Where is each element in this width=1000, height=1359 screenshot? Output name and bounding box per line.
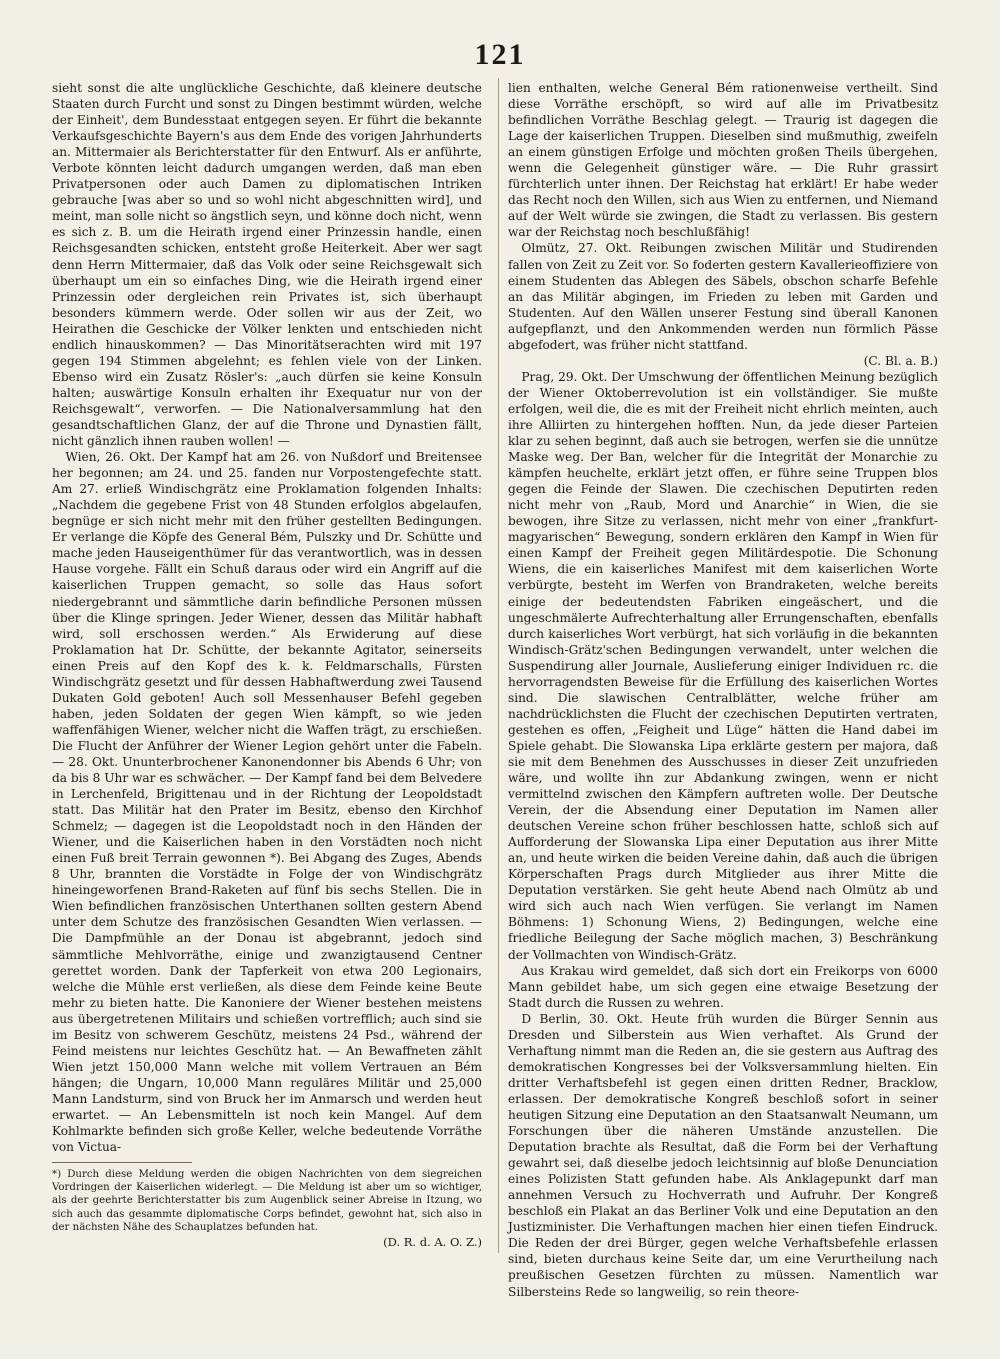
article-paragraph: lien enthalten, welche General Bém rationenweise vertheilt. Sind diese Vorräthe erschöpft, so wird auf alle im Privatbesitz befindlichen Vorräthe Beschlag gelegt. — Traurig ist dagegen die Lage der kaiserlichen Truppen. Dieselben sind mußmuthig, zweifeln an einem günstigen Erfolge und möchten großen Theils übergehen, wenn die Gelegenheit günstiger wäre. — Die Ruhr grassirt fürchterlich unter ihnen. Der Reichstag hat erklärt! Er habe weder das Recht noch den Willen, sich aus Wien zu entfernen, und Niemand auf der Welt würde sie zwingen, die Stadt zu verlassen. Bis gestern war der Reichstag noch beschlußfähig! <box>508 81 938 240</box>
right-column <box>508 80 938 1300</box>
article-paragraph-wien: Wien, 26. Okt. Der Kampf hat am 26. von Nußdorf und Breitensee her begonnen; am 24. und 25. fanden nur Vorpostengefechte statt. Am 27. erließ Windischgrätz eine Proklamation folgenden Inhalts: „Nachdem die gegebene Frist von 48 Stunden erfolglos abgelaufen, begnüge er sich nicht mehr mit den früher gestellten Bedingungen. Er verlange die Köpfe des General Bém, Pulszky und Dr. Schütte und mache jeden Hauseigenthümer für das verantwortlich, was in dessen Hause vorgehe. Fällt ein Schuß daraus oder wird ein Angriff auf die kaiserlichen Truppen gemacht, so solle das Haus sofort niedergebrannt und sämmtliche darin befindliche Personen müssen über die Klinge springen. Jeder Wiener, dessen das Militär habhaft wird, soll erschossen werden.“ Als Erwiderung auf diese Proklamation hat Dr. Schütte, der bekannte Agitator, seinerseits einen Preis auf den Kopf des k. k. Feldmarschalls, Fürsten Windischgrätz gesetzt und für dessen Habhaftwerdung zwei Tausend Dukaten Gold geboten! Auch soll Messenhauser Befehl gegeben haben, jeden Soldaten der gegen Wien kämpft, so wie jeden waffenfähigen Wiener, welcher nicht die Waffen trägt, zu erschießen. Die Flucht der Anführer der Wiener Legion gehört unter die Fabeln. — 28. Okt. Ununterbrochener Kanonendonner bis Abends 6 Uhr; von da bis 8 Uhr war es schwächer. — Der Kampf fand bei dem Belvedere in Lerchenfeld, Brigittenau und in der Richtung der Leopoldstadt statt. Das Militär hat den Prater im Besitz, ebenso den Kirchhof Schmelz; — dagegen ist die Leopoldstadt noch in den Händen der Wiener, und die Kaiserlichen haben in den Vorstädten noch nicht einen Fuß breit Terrain gewonnen *). Bei Abgang des Zuges, Abends 8 Uhr, brannten die Vorstädte in Folge der von Windischgrätz hineingeworfenen Brand-Raketen auf fünf bis sechs Stellen. Die in Wien befindlichen französischen Unterthanen sollten gestern Abend unter dem Schutze des französischen Gesandten Wien verlassen. — Die Dampfmühle an der Donau ist abgebrannt, jedoch sind sämmtliche Mehlvorräthe, einige und zwanzigtausend Centner gerettet worden. Dank der Tapferkeit von etwa 200 Legionairs, welche die Mühle erst verließen, als diese dem Feinde keine Beute mehr zu bieten hatte. Die Kanoniere der Wiener bestehen meistens aus übergetretenen Militairs und schießen vortrefflich; auch sind sie im Besitz von schwerem Geschütz, meistens 24 Psd., während der Feind meistens nur leichtes Geschütz hat. — An Bewaffneten zählt Wien jetzt 150,000 Mann welche mit vollem Vertrauen an Bém hängen; die Ungarn, 10,000 Mann reguläres Militär und 25,000 Mann Landsturm, sind von Bruck her im Anmarsch und werden heut erwartet. — An Lebensmitteln ist noch kein Mangel. Auf dem Kohlmarkte befinden sich große Keller, welche bedeutende Vorräthe von Victua- <box>52 450 482 1155</box>
footnote-text: *) Durch diese Meldung werden die obigen Nachrichten von dem siegreichen Vordringen der Kaiserlichen widerlegt. — Die Meldung ist aber um so wichtiger, als der geehrte Berichterstatter bis zum Augenblick seiner Abreise in Itzung, wo sich auch das gesammte diplomatische Corps befindet, gewohnt hat, sich also in der nächsten Nähe des Schauplatzes befunden hat. <box>52 1169 482 1233</box>
footnote-divider <box>52 1162 192 1163</box>
left-column <box>52 80 482 1155</box>
article-paragraph-prag: Prag, 29. Okt. Der Umschwung der öffentlichen Meinung bezüglich der Wiener Oktoberrevolution ist ein vollständiger. Sie mußte erfolgen, weil die, die es mit der Freiheit nicht ehrlich meinten, auch ihre Alliirten zu hintergehen hofften. Nun, da jede dieser Parteien klar zu sehen beginnt, daß auch sie betrogen, werfen sie die unnütze Maske weg. Der Ban, welcher für die Integrität der Monarchie zu kämpfen heuchelte, erklärt jetzt offen, er führe seine Truppen blos gegen die Feinde der Slawen. Die czechischen Deputirten reden nicht mehr von „Raub, Mord und Anarchie“ in Wien, die sie bewogen, ihre Sitze zu verlassen, nicht mehr von einer „frankfurt-magyarischen“ Bewegung, sondern erklären den Kampf in Wien für einen Kampf der Freiheit gegen Militärdespotie. Die Schonung Wiens, die ein kaiserliches Manifest mit dem kaiserlichen Worte verbürgte, besteht im Werfen von Brandraketen, welche bereits einige der bedeutendsten Fabriken eingeäschert, und die ungeschmälerte Aufrechterhaltung aller Errungenschaften, ebenfalls durch kaiserliches Wort verbürgt, hat sich vorläufig in die bekannten Windisch-Grätz'schen Bedingungen verwandelt, unter welchen die Suspendirung aller Journale, Auslieferung einiger Individuen rc. die hervorragendsten Beweise für die Erfüllung des kaiserlichen Wortes sind. Die slawischen Centralblätter, welche früher am nachdrücklichsten die Flucht der czechischen Deputirten vertraten, gestehen es offen, „Feigheit und Lüge“ hätten die Hand dabei im Spiele gehabt. Die Slowanska Lipa erklärte gestern per majora, daß sie mit dem Benehmen des Ausschusses in dieser Zeit unzufrieden wäre, und wollte ihn zur Abdankung zwingen, wenn er nicht vermittelnd zwischen den Kämpfern auftreten wolle. Der Deutsche Verein, der die Absendung einer Deputation im Namen aller deutschen Vereine schon früher beschlossen hatte, schloß sich auf Aufforderung der Slowanska Lipa einer Deputation aus ihrer Mitte an, und heute wirken die beiden Vereine dahin, daß auch die übrigen Körperschaften Prags durch Mitglieder aus ihrer Mitte die Deputation verstärken. Sie geht heute Abend nach Olmütz ab und wird sich auch nach Wien verfügen. Sie verlangt im Namen Böhmens: 1) Schonung Wiens, 2) Bedingungen, welche eine friedliche Beilegung der Sache möglich machen, 3) Beschränkung der Vollmachten von Windisch-Grätz. <box>508 369 938 962</box>
column-divider <box>498 78 499 1253</box>
article-paragraph-krakau: Aus Krakau wird gemeldet, daß sich dort ein Freikorps von 6000 Mann gebildet habe, um sich gegen eine etwaige Besetzung der Stadt durch die Russen zu wehren. <box>508 963 938 1010</box>
footnote <box>52 1168 482 1249</box>
source-signature: (C. Bl. a. B.) <box>863 353 938 368</box>
article-paragraph-berlin: D Berlin, 30. Okt. Heute früh wurden die Bürger Sennin aus Dresden und Silberstein aus Wien verhaftet. Als Grund der Verhaftung nimmt man die Reden an, die sie gestern aus Auftrag des demokratischen Kongresses bei der Volksversammlung hielten. Ein dritter Verhaftsbefehl ist gegen einen dritten Redner, Bracklow, erlassen. Der demokratische Kongreß beschloß sofort in seiner heutigen Sitzung eine Deputation an den Staatsanwalt Neumann, um Forschungen über die näheren Umstände anzustellen. Die Deputation brachte als Resultat, daß die Form bei der Verhaftung gewahrt sei, daß dieselbe jedoch leichtsinnig auf bloße Denunciation eines Polizisten Statt gefunden habe. Als Anklagepunkt darf man annehmen Versuch zu Hochverrath und Aufruhr. Der Kongreß beschloß ein Plakat an das Berliner Volk und eine Deputation an den Justizminister. Die Verhaftungen machen hier einen tiefen Eindruck. Die Reden der drei Bürger, gegen welche Verhaftsbefehle erlassen sind, bieten durchaus keine Seite dar, um eine Verurtheilung nach preußischen Gesetzen fürchten zu müssen. Namentlich war Silbersteins Rede so langweilig, so rein theore- <box>508 1011 938 1299</box>
article-paragraph: sieht sonst die alte unglückliche Geschichte, daß kleinere deutsche Staaten durch Furcht und sonst zu Dingen bestimmt würden, welche der Einheit', dem Bundesstaat entgegen seyen. Er führt die bekannte Verkaufsgeschichte Bayern's aus dem Ende des vorigen Jahrhunderts an. Mittermaier als Berichterstatter für den Entwurf. Als er anführte, Verbote könnten leicht dadurch umgangen werden, daß man eben Privatpersonen oder auch Damen zu diplomatischen Intriken gebrauche [was aber so und so wohl nicht abgeschnitten wird], und meint, man solle nicht so ängstlich seyn, und könne doch nicht, wenn es sich z. B. um die Heirath irgend einer Prinzessin handle, einen Reichsgesandten schicken, entsteht große Heiterkeit. Aber wer sagt denn Herrn Mittermaier, daß das Volk oder seine Reichsgewalt sich überhaupt um ein so einfaches Ding, wie die Heirath irgend einer Prinzessin oder dergleichen rein Privates ist, sich überhaupt besonders kümmern werde. Oder sollen wir aus der Zeit, wo Heirathen die Geschicke der Völker lenkten und entschieden nicht endlich hinauskommen? — Das Minoritätserachten wird mit 197 gegen 194 Stimmen abgelehnt; es fehlen viele von der Linken. Ebenso wird ein Zusatz Rösler's: „auch dürfen sie keine Konsuln halten; auswärtige Konsuln erhalten ihr Exequatur nur von der Reichsgewalt“, verworfen. — Die Nationalversammlung hat den gesandtschaftlichen Glanz, der auf die Throne und Dynastien fällt, nicht gänzlich ihnen rauben wollen! — <box>52 81 482 449</box>
footnote-source: (D. R. d. A. O. Z.) <box>383 1235 482 1250</box>
article-paragraph-olmuetz: Olmütz, 27. Okt. Reibungen zwischen Militär und Studirenden fallen von Zeit zu Zeit vor. So foderten gestern Kavallerieoffiziere von einem Studenten das Ablegen des Säbels, obschon scharfe Befehle an das Militär abgingen, im Frieden zu leben mit Garden und Studenten. Auf den Wällen unserer Festung sind überall Kanonen aufgepflanzt, und den Ankommenden werden nun förmlich Pässe abgefodert, was früher nicht stattfand. <box>508 241 938 352</box>
page-number: 121 <box>474 38 526 71</box>
